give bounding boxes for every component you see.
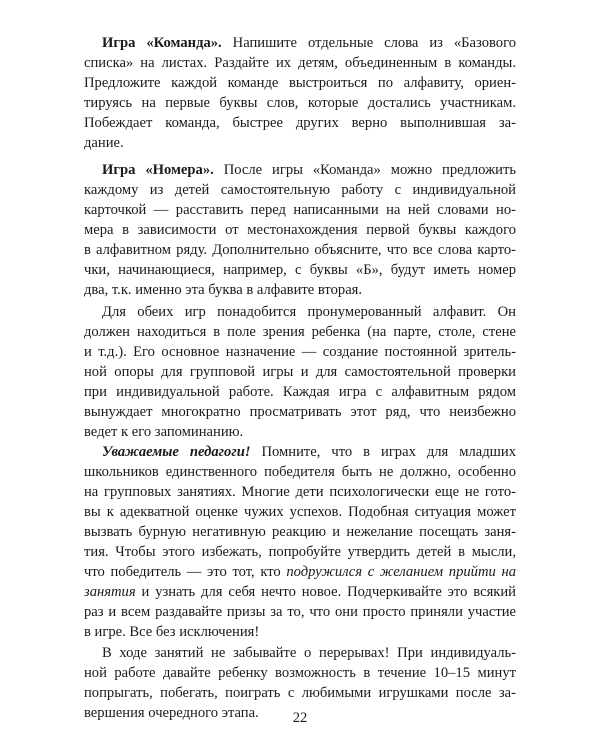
text-line: списка» на листах. Раздайте их детям, объединенным в команды. <box>84 55 516 71</box>
text-line: тия. Чтобы этого избежать, попробуйте утвердить детей в мысли, <box>84 544 516 560</box>
italic-span: занятия <box>84 584 136 600</box>
text-line <box>84 562 516 582</box>
text-line: Для обеих игр понадобится пронумерованный алфавит. Он <box>102 304 516 320</box>
text-line: мера в зависимости от местонахождения первой буквы каждого <box>84 222 516 238</box>
teachers-note-paragraph <box>84 442 516 642</box>
text-span: что победитель — это тот, кто <box>84 564 287 580</box>
game-team-paragraph <box>84 33 516 153</box>
text-line: В ходе занятий не забывайте о перерывах! При индивидуаль- <box>102 645 516 661</box>
text-line: ной опоры для групповой игры и для самостоятельной проверки <box>84 364 516 380</box>
text-line: ной работе давайте ребенку возможность в течение 10–15 минут <box>84 665 516 681</box>
text-span: Напишите отдельные слова из «Базового <box>221 35 516 51</box>
text-line: каждому из детей самостоятельную работу с индивидуальной <box>84 182 516 198</box>
text-line: и т.д.). Его основное назначение — создание постоянной зритель- <box>84 344 516 360</box>
text-line: вынуждает многократно просматривать этот ряд, что неизбежно <box>84 404 516 420</box>
text-line <box>84 33 516 53</box>
text-line: при индивидуальной работе. Каждая игра с алфавитным рядом <box>84 384 516 400</box>
text-line: попрыгать, побегать, поиграть с любимыми игрушками после за- <box>84 685 516 701</box>
text-line: Предложите каждой команде выстроиться по алфавиту, ориен- <box>84 75 516 91</box>
text-line: Побеждает команда, быстрее других верно выполнившая за- <box>84 115 516 131</box>
text-line: школьников единственного победителя быть не должно, особенно <box>84 464 516 480</box>
alphabet-paragraph <box>84 302 516 442</box>
text-line: в игре. Все без исключения! <box>84 624 260 640</box>
game-numbers-paragraph <box>84 160 516 300</box>
page-number: 22 <box>292 710 308 726</box>
text-line: вызвать бурную негативную реакцию и нежелание посещать заня- <box>84 524 516 540</box>
text-span: Помните, что в играх для младших <box>250 444 517 460</box>
text-line: на групповых занятиях. Многие дети психологически еще не гото- <box>84 484 516 500</box>
game-numbers-title: Игра «Номера». <box>102 162 214 178</box>
text-line: тируясь на первые буквы слов, которые достались участникам. <box>84 95 516 111</box>
text-line <box>84 582 516 602</box>
text-line: вершения очередного этапа. <box>84 705 259 721</box>
text-line: раз и всем раздавайте призы за то, что они просто приняли участие <box>84 604 516 620</box>
game-team-title: Игра «Команда». <box>102 35 222 51</box>
text-line <box>84 442 516 462</box>
text-line: вы к адекватной оценке чужих успехов. Подобная ситуация может <box>84 504 516 520</box>
text-line: должен находиться в поле зрения ребенка (на парте, столе, стене <box>84 324 516 340</box>
teachers-note-title: Уважаемые педагоги! <box>102 444 251 460</box>
text-line <box>84 160 516 180</box>
text-line: чки, начинающиеся, например, с буквы «Б», будут иметь номер <box>84 262 516 278</box>
text-line: в алфавитном ряду. Дополнительно объясните, что все слова карто- <box>84 242 516 258</box>
text-line: карточкой — расставить перед написанными на ней словами но- <box>84 202 516 218</box>
text-span: После игры «Команда» можно предложить <box>213 162 516 178</box>
text-line: дание. <box>84 135 124 151</box>
text-span: и узнать для себя нечто новое. Подчеркивайте это всякий <box>135 584 516 600</box>
text-line: ведет к его запоминанию. <box>84 424 244 440</box>
text-line: два, т.к. именно эта буква в алфавите вторая. <box>84 282 363 298</box>
italic-span: подружился с желанием прийти на <box>286 564 516 580</box>
